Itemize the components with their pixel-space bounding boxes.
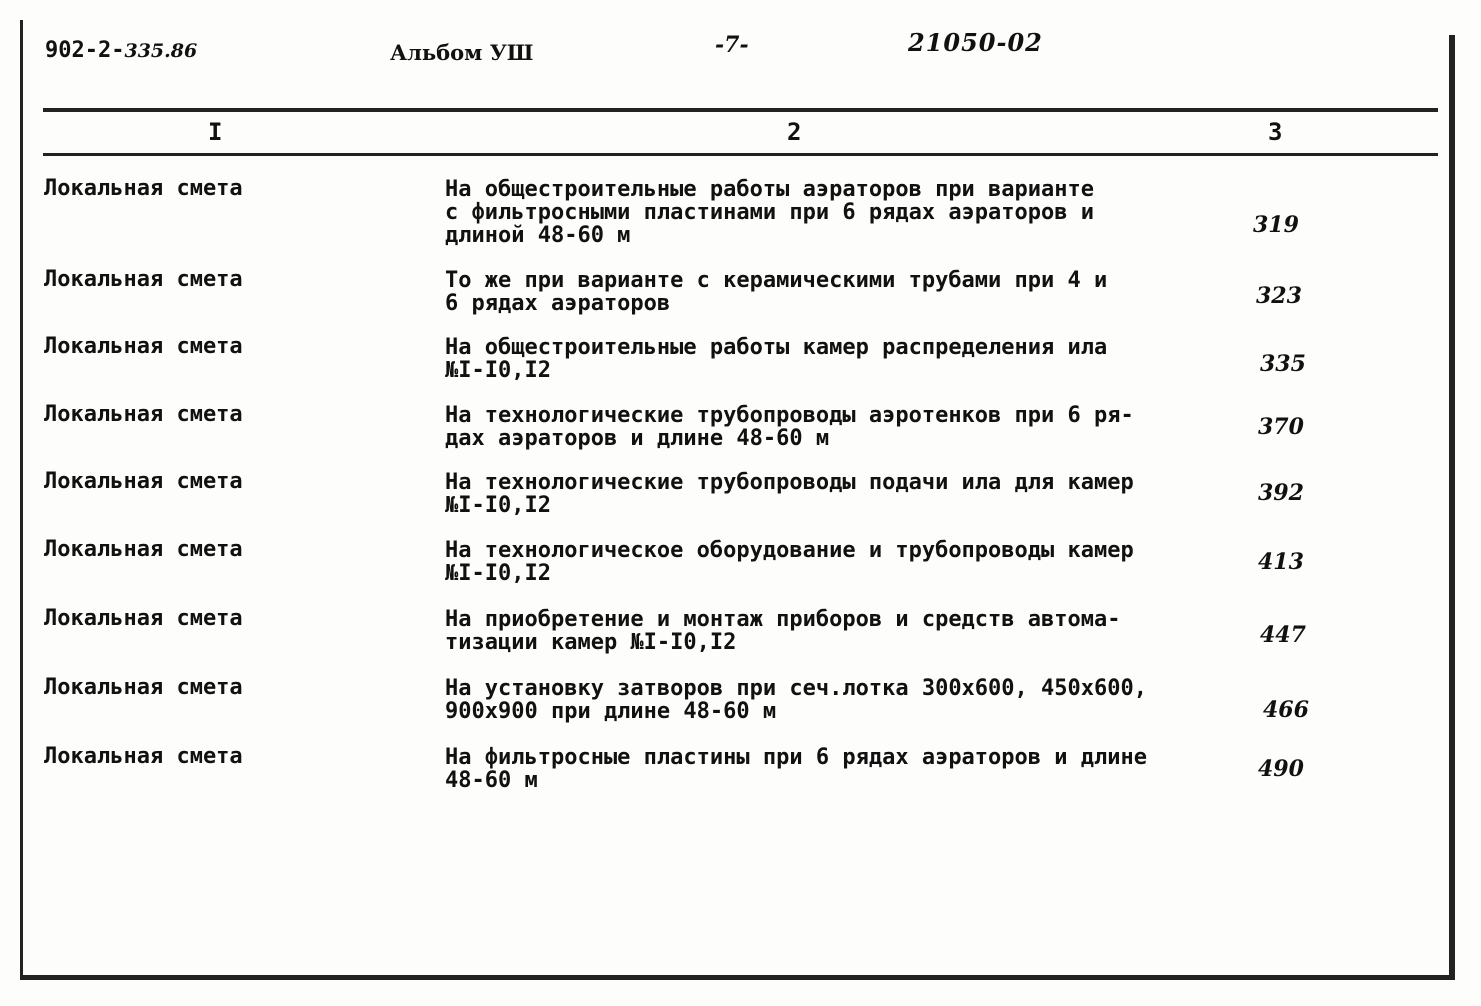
row-8-description: На установку затворов при сеч.лотка 300х600, 450х600, 900х900 при длине 48-60 м: [445, 676, 1147, 724]
row-9-type: Локальная смета: [44, 744, 243, 769]
page-border-right: [1449, 35, 1455, 980]
row-8-type: Локальная смета: [44, 675, 243, 700]
row-3-description: На общестроительные работы камер распределения ила №I-I0,I2: [445, 335, 1108, 383]
row-1-description: На общестроительные работы аэраторов при варианте с фильтросными пластинами при 6 рядах аэраторов и длиной 48-60 м: [445, 177, 1095, 248]
row-1-page: 319: [1253, 212, 1299, 238]
row-2-page: 323: [1256, 283, 1302, 309]
row-8-page: 466: [1263, 697, 1309, 723]
project-code: [45, 38, 197, 63]
row-9-page: 490: [1258, 756, 1304, 782]
row-4-description: На технологические трубопроводы аэротенков при 6 ря- дах аэраторов и длине 48-60 м: [445, 403, 1134, 451]
row-4-type: Локальная смета: [44, 402, 243, 427]
row-5-type: Локальная смета: [44, 469, 243, 494]
row-1-type: Локальная смета: [44, 176, 243, 201]
row-9-description: На фильтросные пластины при 6 рядах аэраторов и длине 48-60 м: [445, 745, 1147, 793]
column-header-1: I: [208, 118, 223, 146]
row-7-type: Локальная смета: [44, 606, 243, 631]
column-header-3: 3: [1268, 118, 1283, 146]
table-header-rule: [43, 153, 1438, 156]
page-border-bottom: [20, 975, 1455, 980]
row-5-page: 392: [1258, 480, 1304, 506]
document-number: 21050-02: [908, 28, 1043, 57]
table-top-rule: [43, 108, 1438, 112]
album-label: Альбом УШ: [390, 40, 534, 65]
row-3-page: 335: [1260, 351, 1306, 377]
row-6-type: Локальная смета: [44, 537, 243, 562]
row-3-type: Локальная смета: [44, 334, 243, 359]
row-2-description: То же при варианте с керамическими трубами при 4 и 6 рядах аэраторов: [445, 268, 1108, 316]
row-7-description: На приобретение и монтаж приборов и средств автома- тизации камер №I-I0,I2: [445, 607, 1121, 655]
project-code-printed: 902-2-: [45, 38, 125, 63]
row-6-page: 413: [1258, 549, 1304, 575]
row-5-description: На технологические трубопроводы подачи ила для камер №I-I0,I2: [445, 470, 1134, 518]
row-4-page: 370: [1258, 414, 1304, 440]
project-code-handwritten: 335.86: [124, 40, 198, 62]
page-marker: -7-: [715, 32, 749, 58]
column-header-2: 2: [787, 118, 802, 146]
row-2-type: Локальная смета: [44, 267, 243, 292]
page-border-left: [20, 20, 23, 978]
row-7-page: 447: [1260, 622, 1306, 648]
row-6-description: На технологическое оборудование и трубопроводы камер №I-I0,I2: [445, 538, 1134, 586]
